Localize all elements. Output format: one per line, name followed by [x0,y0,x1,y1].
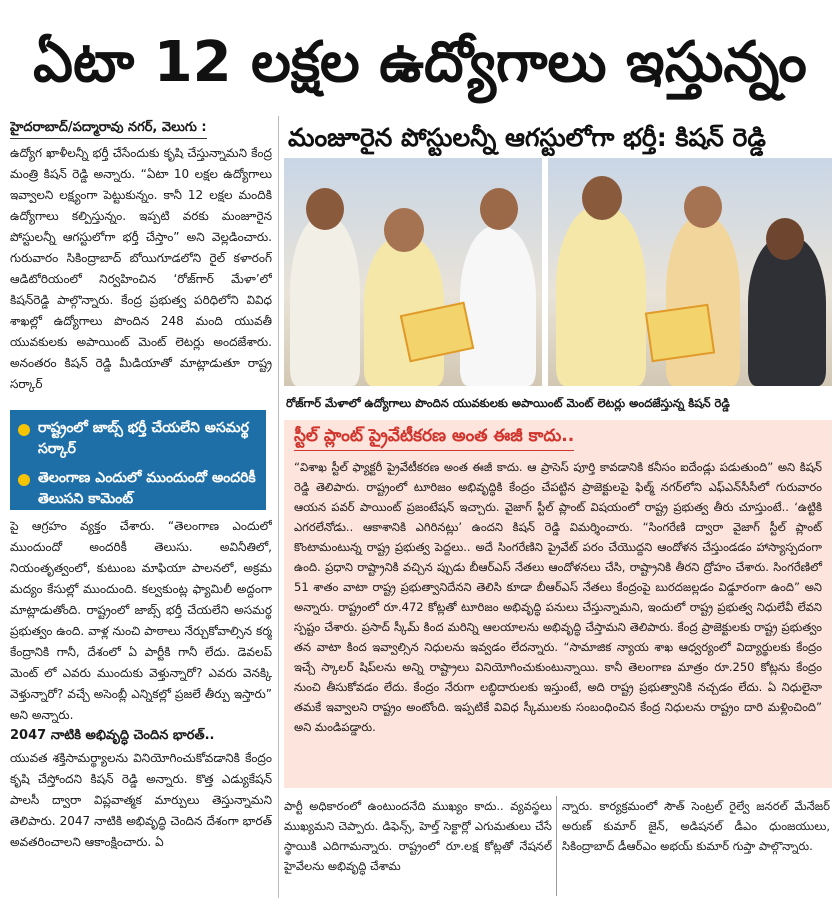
highlight-text: తెలంగాణ ఎందులో ముందుందో అందరికీ తెలుసని కామెంట్ [38,470,256,507]
person-figure [290,216,360,386]
person-head [766,218,804,260]
bullet-icon [18,424,30,436]
highlight-item [18,468,258,510]
column-divider [556,796,557,896]
bottom-column-1 [284,796,552,896]
appointment-letter [645,304,715,362]
bottom-text-2: న్నారు. కార్యక్రమంలో సౌత్ సెంట్రల్ రైల్వే జనరల్ మేనేజర్ అరుణ్ కుమార్ జైన్, అడిషనల్ డీఎం ధుంజయులు, సికింద్రాబాద్ డీఆర్ఎం అభయ్ కుమార్ గుప్తా పాల్గొన్నారు. [562,799,830,853]
box-title: స్టీల్ ప్లాంట్ ప్రైవేటీకరణ అంత ఈజీ కాదు.. [294,426,574,451]
person-head [480,188,518,230]
intro-column [10,116,272,404]
person-figure [556,206,646,386]
continued-column [10,516,272,898]
highlight-box [10,410,266,510]
photo-caption: రోజ్‌గార్ మేళాలో ఉద్యోగాలు పొందిన యువకులకు అపాయింట్ మెంట్ లెటర్లు అందజేస్తున్న కిషన్ రెడ్డి [286,396,730,410]
headline: ఏటా 12 లక్షల ఉద్యోగాలు ఇస్తున్నం [33,30,807,95]
section-text: యువత శక్తిసామర్థ్యాలను వినియోగించుకోవడానికి కేంద్రం కృషి చేస్తోందని కిషన్ రెడ్డి అన్నారు. కొత్త ఎడ్యుకేషన్ పాలసీ ద్వారా విప్లవాత్మక మార్పులు తెస్తున్నామని తెలిపారు. 2047 నాటికి అభివృద్ధి చెందిన దేశంగా భారత్ అవతరించాలని ఆకాంక్షించారు. ఏ [10,751,272,849]
highlight-text: రాష్ట్రంలో జాబ్స్ భర్తీ చేయలేని అసమర్థ సర్కార్ [38,420,249,457]
person-head [582,176,622,220]
intro-text: ఉద్యోగ ఖాళీలన్నీ భర్తీ చేసేందుకు కృషి చేస్తున్నామని కేంద్ర మంత్రి కిషన్ రెడ్డి అన్నారు. “ఏటా 10 లక్షల ఉద్యోగాలు ఇవ్వాలని లక్ష్యంగా పెట్టుకున్నం. కానీ 12 లక్షల మందికి ఉద్యోగాలు కల్పిస్తున్నం. ఇప్పటి వరకు మంజూరైన పోస్టులన్నీ ఆగస్టులోగా భర్తీ చేస్తాం” అని వెల్లడించారు. గురువారం సికింద్రాబాద్ బోయిగూడలోని రైల్ కళారంగ్ ఆడిటోరియంలో నిర్వహించిన ‘రోజ్‌గార్ మేళా’లో కిషన్‌రెడ్డి పాల్గొన్నారు. కేంద్ర ప్రభుత్వ పరిధిలోని వివిధ శాఖల్లో ఉద్యోగాలు పొందిన 248 మంది యువతీ యువకులకు అపాయింట్ మెంట్ లెటర్లు అందజేశారు. అనంతరం కిషన్ రెడ్డి మీడియాతో మాట్లాడుతూ రాష్ట్ర సర్కార్ [10,146,272,391]
event-photo-right [548,158,832,386]
bottom-column-2 [562,796,830,896]
person-figure [460,226,536,386]
dateline: హైదరాబాద్/పద్మారావు నగర్, వెలుగు : [10,120,207,139]
box-text: “విశాఖ స్టీల్ ఫ్యాక్టరీ ప్రైవేటీకరణ అంత ఈజీ కాదు. ఆ ప్రాసెస్ పూర్తి కావడానికి కనీసం ఐదేండ్లు పడుతుంది” అని కిషన్ రెడ్డి తెలిపారు. రాష్ట్రంలో టూరిజం అభివృద్ధికి కేంద్రం చేపట్టిన ప్రాజెక్టులపై ఫిల్మ్ నగర్‌లోని ఎఫ్ఎన్‌సీసీలో గురువారం ఆయన పవర్ పాయింట్ ప్రజంటేషన్ ఇచ్చారు. వైజాగ్ స్టీల్ ప్లాంట్ విషయంలో రాష్ట్ర ప్రభుత్వ తీరు చూస్తుంటే.. ‘ఉట్టికి ఎగరలేనోడు.. ఆకాశానికి ఎగిరినట్లు’ ఉందని కిషన్ రెడ్డి విమర్శించారు. “సింగరేణి ద్వారా వైజాగ్ స్టీల్ ప్లాంట్ కొంటామంటున్న రాష్ట్ర ప్రభుత్వ పెద్దలు.. అదే సింగరేణిని ప్రైవేట్ పరం చేయొద్దని ఆందోళన చేస్తుండడం హాస్యాస్పదంగా ఉంది. ప్రధాని రాష్ట్రానికి వచ్చిన ప్పుడు బీఆర్ఎస్ నేతలు ఆందోళనలు చేసి, రాష్ట్రానికి తీరని ద్రోహం చేశారు. సింగరేణిలో 51 శాతం వాటా రాష్ట్ర ప్రభుత్వానిదేనని తెలిసి కూడా బీఆర్ఎస్ నేతలు కేంద్రంపై బురదజల్లడం విడ్డూరంగా ఉంది” అని అన్నారు. రాష్ట్రంలో రూ.472 కోట్లతో టూరిజం అభివృద్ధి పనులు చేస్తున్నామని, ఇందులో రాష్ట్ర ప్రభుత్వ నిధులేవీ లేవని స్పష్టం చేశారు. ప్రసాద్ స్కీమ్ కింద మరిన్ని ఆలయాలను అభివృద్ధి చేస్తామని తెలిపారు. కేంద్ర ప్రాజెక్టులకు రాష్ట్ర ప్రభుత్వం తన వాటా కింద ఇవ్వాల్సిన నిధులను ఇవ్వడం లేదన్నారు. “సామాజిక న్యాయ శాఖ ఆధ్వర్యంలో విద్యార్థులకు కేంద్రం ఇచ్చే స్కాలర్ షిప్‌లను అన్ని రాష్ట్రాలు వినియోగించుకుంటున్నాయి. కానీ తెలంగాణ మాత్రం రూ.250 కోట్లను కేంద్రం నుంచి తీసుకోవడం లేదు. కేంద్రం నేరుగా లబ్ధిదారులకు ఇస్తుంటే, అది రాష్ట్ర ప్రభుత్వానికి నచ్చడం లేదు. ఏ నిధులైనా తమకే ఇవ్వాలని రాష్ట్రం అంటోంది. ఇప్పటికే వివిధ స్కీములకు సంబంధించిన కేంద్ర నిధులను రాష్ట్రం దారి మళ్లించింది” అని మండిపడ్డారు. [294,460,822,734]
person-head [684,186,722,228]
steel-plant-box [284,420,832,788]
person-head [384,208,424,252]
subheadline: మంజూరైన పోస్టులన్నీ ఆగస్టులోగా భర్తీ: కిషన్ రెడ్డి [288,123,766,152]
continued-text: పై ఆగ్రహం వ్యక్తం చేశారు. “తెలంగాణ ఎందులో ముందుందో అందరికీ తెలుసు. అవినీతిలో, నియంతృత్వంలో, కుటుంబ మాఫియా పాలనలో, అక్రమ మద్యం కేసుల్లో ముందుంది. కల్వకుంట్ల ఫ్యామిలీ అద్దంగా మాట్లాడుతోంది. రాష్ట్రంలో జాబ్స్ భర్తీ చేయలేని అసమర్థ ప్రభుత్వం ఉంది. వాళ్ల నుంచి పాఠాలు నేర్చుకోవాల్సిన కర్మ కేంద్రానికి గానీ, దేశంలో ఏ పార్టీకి గానీ లేదు. డెవలప్ మెంట్ లో ఎవరు ముందుకు వెళ్తున్నారో? ఎవరు వెనక్కి వెళ్తున్నారో? వచ్చే అసెంబ్లీ ఎన్నికల్లో ప్రజలే తీర్పు ఇస్తారు” అని అన్నారు. [10,519,272,722]
bullet-icon [18,474,30,486]
section-heading: 2047 నాటికి అభివృద్ధి చెందిన భారత్.. [10,728,215,743]
event-photo-left [284,158,542,386]
person-figure [666,216,740,386]
highlight-item [18,418,258,460]
person-head [306,188,344,230]
bottom-text-1: పార్టీ అధికారంలో ఉంటుందనేది ముఖ్యం కాదు.. వ్యవస్థలు ముఖ్యమని చెప్పారు. డిఫెన్స్, హెల్త్ సెక్టార్లో ఎగుమతులు చేసే స్థాయికి ఎదిగామన్నారు. రాష్ట్రంలో రూ.లక్ష కోట్లతో నేషనల్ హైవేలను అభివృద్ధి చేశామ [284,799,552,873]
column-divider [278,116,279,898]
